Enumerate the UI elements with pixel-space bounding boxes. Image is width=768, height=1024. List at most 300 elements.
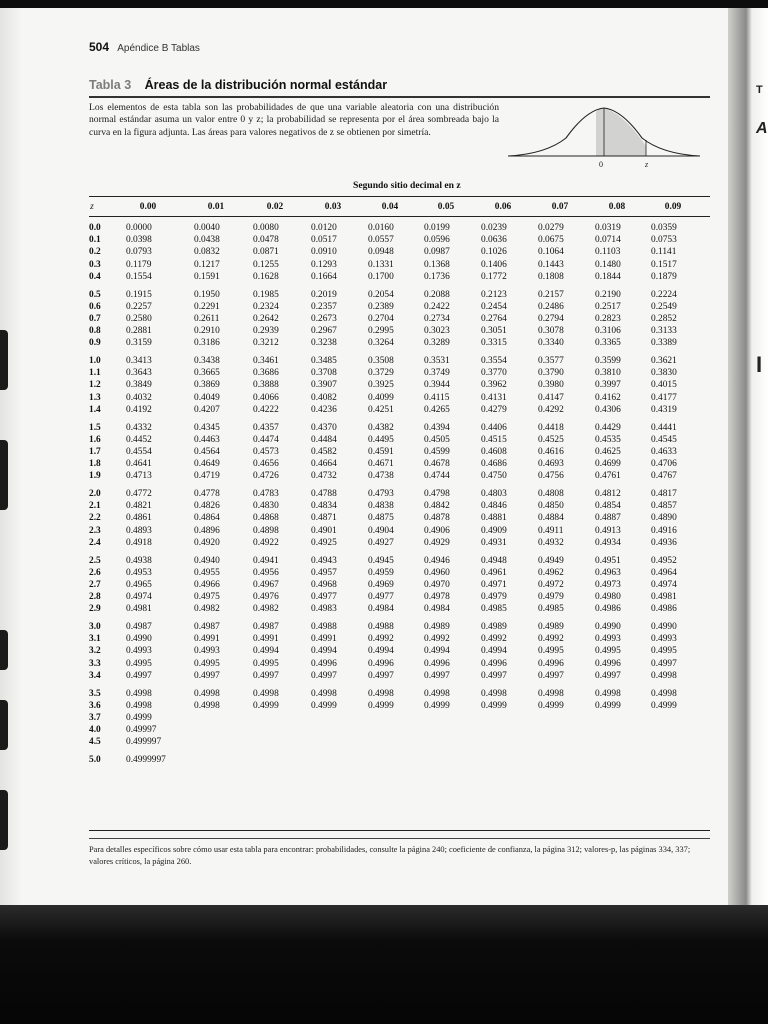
probability-cell: 0.4989 (424, 622, 450, 632)
probability-cell: 0.4955 (194, 567, 220, 578)
probability-cell: 0.1406 (481, 259, 507, 270)
probability-cell: 0.4998 (651, 688, 677, 699)
probability-cell: 0.4978 (424, 592, 450, 603)
probability-cell: 0.3729 (368, 368, 394, 379)
probability-cell: 0.3962 (481, 380, 507, 391)
column-header: 0.06 (494, 202, 512, 212)
probability-cell: 0.4999 (368, 700, 394, 711)
probability-cell: 0.4998 (311, 688, 337, 699)
probability-cell: 0.0910 (311, 247, 337, 258)
probability-cell: 0.4990 (651, 622, 677, 632)
probability-cell: 0.4997 (424, 670, 450, 681)
probability-cell: 0.4505 (424, 434, 450, 445)
z-value: 3.6 (89, 700, 101, 711)
probability-cell: 0.4998 (194, 688, 220, 699)
z-value: 1.8 (89, 459, 101, 470)
probability-cell: 0.3159 (126, 338, 152, 349)
z-value: 0.1 (89, 235, 101, 246)
probability-cell: 0.4984 (424, 604, 450, 615)
probability-cell: 0.4938 (126, 555, 152, 566)
z-value: 1.9 (89, 471, 101, 482)
probability-cell: 0.4515 (481, 434, 507, 445)
title-rule (89, 96, 710, 98)
z-value: 3.1 (89, 634, 101, 645)
probability-cell: 0.4418 (538, 422, 564, 433)
probability-cell: 0.4049 (194, 392, 220, 403)
probability-cell: 0.1879 (651, 271, 677, 282)
probability-cell: 0.3749 (424, 368, 450, 379)
probability-cell: 0.4394 (424, 422, 450, 433)
probability-cell: 0.4934 (595, 537, 621, 548)
probability-cell: 0.4991 (311, 634, 337, 645)
column-header: 0.05 (437, 202, 455, 212)
probability-cell: 0.4861 (126, 513, 152, 524)
probability-cell: 0.4699 (595, 459, 621, 470)
probability-cell: 0.3665 (194, 368, 220, 379)
probability-cell: 0.4966 (194, 579, 220, 590)
table-rule-header (89, 216, 710, 217)
probability-cell: 0.3238 (311, 338, 337, 349)
probability-cell: 0.1628 (253, 271, 279, 282)
probability-cell: 0.4988 (311, 622, 337, 632)
probability-cell: 0.2019 (311, 289, 337, 300)
probability-cell: 0.2852 (651, 313, 677, 324)
probability-cell: 0.0199 (424, 223, 450, 233)
probability-cell: 0.4901 (311, 525, 337, 536)
z-value: 2.1 (89, 501, 101, 512)
probability-cell: 0.4995 (538, 646, 564, 657)
probability-cell: 0.4987 (194, 622, 220, 632)
probability-cell: 0.4986 (651, 604, 677, 615)
probability-cell: 0.4686 (481, 459, 507, 470)
probability-cell: 0.4995 (253, 658, 279, 669)
probability-cell: 0.4738 (368, 471, 394, 482)
probability-cell: 0.1700 (368, 271, 394, 282)
probability-cell: 0.4854 (595, 501, 621, 512)
probability-cell: 0.4993 (126, 646, 152, 657)
probability-cell: 0.4992 (481, 634, 507, 645)
probability-cell: 0.499997 (126, 737, 162, 748)
probability-cell: 0.4147 (538, 392, 564, 403)
probability-cell: 0.3599 (595, 356, 621, 366)
probability-cell: 0.0948 (368, 247, 394, 258)
probability-cell: 0.3531 (424, 356, 450, 366)
probability-cell: 0.4066 (253, 392, 279, 403)
probability-cell: 0.4974 (651, 579, 677, 590)
probability-cell: 0.2517 (595, 301, 621, 312)
probability-cell: 0.4767 (651, 471, 677, 482)
probability-cell: 0.4251 (368, 404, 394, 415)
probability-cell: 0.4906 (424, 525, 450, 536)
probability-cell: 0.0714 (595, 235, 621, 246)
probability-cell: 0.2454 (481, 301, 507, 312)
probability-cell: 0.1255 (253, 259, 279, 270)
probability-cell: 0.3264 (368, 338, 394, 349)
probability-cell: 0.4463 (194, 434, 220, 445)
probability-cell: 0.0596 (424, 235, 450, 246)
probability-cell: 0.4616 (538, 446, 564, 457)
binding-mark (0, 630, 8, 670)
probability-cell: 0.4591 (368, 446, 394, 457)
probability-cell: 0.4999 (126, 712, 152, 723)
z-value: 0.0 (89, 223, 101, 233)
probability-cell: 0.4744 (424, 471, 450, 482)
probability-cell: 0.0120 (311, 223, 337, 233)
probability-cell: 0.4996 (424, 658, 450, 669)
probability-cell: 0.3708 (311, 368, 337, 379)
probability-cell: 0.4920 (194, 537, 220, 548)
probability-cell: 0.3365 (595, 338, 621, 349)
probability-cell: 0.4979 (538, 592, 564, 603)
probability-cell: 0.4998 (595, 688, 621, 699)
probability-cell: 0.4990 (126, 634, 152, 645)
probability-cell: 0.1517 (651, 259, 677, 270)
probability-cell: 0.4936 (651, 537, 677, 548)
probability-cell: 0.4838 (368, 501, 394, 512)
probability-cell: 0.4972 (538, 579, 564, 590)
probability-cell: 0.4965 (126, 579, 152, 590)
probability-cell: 0.4896 (194, 525, 220, 536)
probability-cell: 0.2257 (126, 301, 152, 312)
probability-cell: 0.0438 (194, 235, 220, 246)
table-rule-top (89, 196, 710, 197)
probability-cell: 0.4949 (538, 555, 564, 566)
probability-cell: 0.3389 (651, 338, 677, 349)
probability-cell: 0.3577 (538, 356, 564, 366)
probability-cell: 0.4997 (538, 670, 564, 681)
probability-cell: 0.4998 (253, 688, 279, 699)
probability-cell: 0.3997 (595, 380, 621, 391)
probability-cell: 0.3790 (538, 368, 564, 379)
probability-cell: 0.4664 (311, 459, 337, 470)
probability-cell: 0.1217 (194, 259, 220, 270)
section-title: Apéndice B Tablas (117, 43, 200, 54)
curve-label-zero: 0 (599, 160, 603, 169)
z-value: 2.3 (89, 525, 101, 536)
probability-cell: 0.4918 (126, 537, 152, 548)
probability-cell: 0.4995 (126, 658, 152, 669)
probability-cell: 0.0239 (481, 223, 507, 233)
probability-cell: 0.1331 (368, 259, 394, 270)
z-value: 0.2 (89, 247, 101, 258)
probability-cell: 0.4803 (481, 489, 507, 499)
probability-cell: 0.4821 (126, 501, 152, 512)
probability-cell: 0.4980 (595, 592, 621, 603)
probability-cell: 0.2939 (253, 326, 279, 337)
probability-cell: 0.4989 (481, 622, 507, 632)
probability-cell: 0.0319 (595, 223, 621, 233)
probability-cell: 0.3944 (424, 380, 450, 391)
probability-cell: 0.4927 (368, 537, 394, 548)
probability-cell: 0.2088 (424, 289, 450, 300)
probability-cell: 0.4977 (311, 592, 337, 603)
probability-cell: 0.4922 (253, 537, 279, 548)
probability-cell: 0.0478 (253, 235, 279, 246)
probability-cell: 0.1293 (311, 259, 337, 270)
probability-cell: 0.1772 (481, 271, 507, 282)
scanner-background (0, 905, 768, 1024)
probability-cell: 0.4999 (311, 700, 337, 711)
probability-cell: 0.4909 (481, 525, 507, 536)
probability-cell: 0.2549 (651, 301, 677, 312)
probability-cell: 0.4989 (538, 622, 564, 632)
probability-cell: 0.4982 (194, 604, 220, 615)
probability-cell: 0.4756 (538, 471, 564, 482)
probability-cell: 0.4761 (595, 471, 621, 482)
probability-cell: 0.0557 (368, 235, 394, 246)
probability-cell: 0.4842 (424, 501, 450, 512)
probability-cell: 0.4641 (126, 459, 152, 470)
probability-cell: 0.4963 (595, 567, 621, 578)
probability-cell: 0.4998 (368, 688, 394, 699)
probability-cell: 0.2291 (194, 301, 220, 312)
probability-cell: 0.3106 (595, 326, 621, 337)
binding-mark (0, 440, 8, 510)
probability-cell: 0.3849 (126, 380, 152, 391)
probability-cell: 0.3621 (651, 356, 677, 366)
probability-cell: 0.2224 (651, 289, 677, 300)
z-value: 1.7 (89, 446, 101, 457)
probability-cell: 0.4608 (481, 446, 507, 457)
probability-cell: 0.1736 (424, 271, 450, 282)
probability-cell: 0.3810 (595, 368, 621, 379)
z-value: 0.8 (89, 326, 101, 337)
probability-cell: 0.1808 (538, 271, 564, 282)
normal-curve-figure (506, 100, 702, 176)
probability-cell: 0.4207 (194, 404, 220, 415)
probability-cell: 0.4983 (311, 604, 337, 615)
probability-cell: 0.4967 (253, 579, 279, 590)
z-value: 1.1 (89, 368, 101, 379)
probability-cell: 0.4997 (481, 670, 507, 681)
probability-cell: 0.4441 (651, 422, 677, 433)
probability-cell: 0.4993 (194, 646, 220, 657)
z-value: 4.0 (89, 725, 101, 736)
probability-cell: 0.1026 (481, 247, 507, 258)
probability-cell: 0.4162 (595, 392, 621, 403)
probability-cell: 0.3078 (538, 326, 564, 337)
probability-cell: 0.1844 (595, 271, 621, 282)
probability-cell: 0.4864 (194, 513, 220, 524)
probability-cell: 0.4525 (538, 434, 564, 445)
probability-cell: 0.2324 (253, 301, 279, 312)
probability-cell: 0.3461 (253, 356, 279, 366)
table-title (89, 78, 710, 92)
z-value: 0.3 (89, 259, 101, 270)
probability-cell: 0.2995 (368, 326, 394, 337)
z-value: 2.5 (89, 555, 101, 566)
probability-cell: 0.4279 (481, 404, 507, 415)
probability-cell: 0.3340 (538, 338, 564, 349)
probability-cell: 0.4236 (311, 404, 337, 415)
probability-cell: 0.3925 (368, 380, 394, 391)
probability-cell: 0.4015 (651, 380, 677, 391)
probability-cell: 0.4925 (311, 537, 337, 548)
z-value: 4.5 (89, 737, 101, 748)
probability-cell: 0.2881 (126, 326, 152, 337)
probability-cell: 0.4996 (481, 658, 507, 669)
probability-cell: 0.4222 (253, 404, 279, 415)
probability-cell: 0.0793 (126, 247, 152, 258)
probability-cell: 0.4999 (481, 700, 507, 711)
probability-cell: 0.4265 (424, 404, 450, 415)
probability-cell: 0.4406 (481, 422, 507, 433)
probability-cell: 0.4999 (651, 700, 677, 711)
curve-label-z: z (645, 160, 649, 169)
probability-cell: 0.4940 (194, 555, 220, 566)
probability-cell: 0.1443 (538, 259, 564, 270)
probability-cell: 0.4573 (253, 446, 279, 457)
probability-cell: 0.4633 (651, 446, 677, 457)
probability-cell: 0.4970 (424, 579, 450, 590)
probability-cell: 0.4750 (481, 471, 507, 482)
probability-cell: 0.4370 (311, 422, 337, 433)
probability-cell: 0.4994 (368, 646, 394, 657)
z-value: 3.2 (89, 646, 101, 657)
probability-cell: 0.4998 (126, 688, 152, 699)
probability-cell: 0.4960 (424, 567, 450, 578)
probability-cell: 0.4985 (538, 604, 564, 615)
probability-cell: 0.4953 (126, 567, 152, 578)
probability-cell: 0.2794 (538, 313, 564, 324)
probability-cell: 0.4997 (368, 670, 394, 681)
probability-cell: 0.4974 (126, 592, 152, 603)
probability-cell: 0.3289 (424, 338, 450, 349)
probability-cell: 0.4941 (253, 555, 279, 566)
table-rule-bottom (89, 830, 710, 831)
z-value: 3.7 (89, 712, 101, 723)
probability-cell: 0.4082 (311, 392, 337, 403)
z-value: 2.9 (89, 604, 101, 615)
column-header: 0.07 (551, 202, 569, 212)
probability-cell: 0.4999997 (126, 755, 166, 765)
probability-cell: 0.0753 (651, 235, 677, 246)
probability-cell: 0.4713 (126, 471, 152, 482)
probability-cell: 0.4834 (311, 501, 337, 512)
probability-cell: 0.4115 (424, 392, 450, 403)
probability-cell: 0.4990 (595, 622, 621, 632)
probability-cell: 0.2642 (253, 313, 279, 324)
probability-cell: 0.4998 (194, 700, 220, 711)
probability-cell: 0.4812 (595, 489, 621, 499)
probability-cell: 0.4788 (311, 489, 337, 499)
probability-cell: 0.2389 (368, 301, 394, 312)
probability-cell: 0.4987 (253, 622, 279, 632)
z-value: 2.4 (89, 537, 101, 548)
z-value: 0.7 (89, 313, 101, 324)
probability-cell: 0.4678 (424, 459, 450, 470)
probability-cell: 0.4649 (194, 459, 220, 470)
probability-cell: 0.3212 (253, 338, 279, 349)
probability-cell: 0.4830 (253, 501, 279, 512)
probability-cell: 0.3888 (253, 380, 279, 391)
probability-cell: 0.4177 (651, 392, 677, 403)
probability-cell: 0.4726 (253, 471, 279, 482)
probability-cell: 0.4846 (481, 501, 507, 512)
probability-cell: 0.4999 (595, 700, 621, 711)
probability-cell: 0.4996 (368, 658, 394, 669)
probability-cell: 0.1664 (311, 271, 337, 282)
probability-cell: 0.4535 (595, 434, 621, 445)
probability-cell: 0.4981 (651, 592, 677, 603)
footnote-rule (89, 838, 710, 839)
probability-cell: 0.4997 (126, 670, 152, 681)
z-value: 2.0 (89, 489, 101, 499)
probability-cell: 0.4671 (368, 459, 394, 470)
probability-cell: 0.4382 (368, 422, 394, 433)
probability-cell: 0.1480 (595, 259, 621, 270)
probability-cell: 0.0987 (424, 247, 450, 258)
probability-cell: 0.3051 (481, 326, 507, 337)
probability-cell: 0.4881 (481, 513, 507, 524)
column-header: 0.01 (207, 202, 225, 212)
probability-cell: 0.4961 (481, 567, 507, 578)
probability-cell: 0.4582 (311, 446, 337, 457)
probability-cell: 0.3770 (481, 368, 507, 379)
probability-cell: 0.2910 (194, 326, 220, 337)
probability-cell: 0.4783 (253, 489, 279, 499)
probability-cell: 0.4973 (595, 579, 621, 590)
probability-cell: 0.4979 (481, 592, 507, 603)
probability-cell: 0.4988 (368, 622, 394, 632)
intro-paragraph: Los elementos de esta tabla son las probabilidades de que una variable aleatoria con una distribución normal estándar asuma un valor entre 0 y z; la probabilidad se representa por el área sombreada bajo la curva en la figura adjunta. Las áreas para valores negativos de z se obtienen por simetría. (89, 102, 499, 138)
probability-cell: 0.4968 (311, 579, 337, 590)
probability-cell: 0.3023 (424, 326, 450, 337)
column-header: 0.03 (324, 202, 342, 212)
probability-cell: 0.3830 (651, 368, 677, 379)
probability-cell: 0.4884 (538, 513, 564, 524)
probability-cell: 0.1368 (424, 259, 450, 270)
probability-cell: 0.4131 (481, 392, 507, 403)
probability-cell: 0.4996 (595, 658, 621, 669)
probability-cell: 0.3686 (253, 368, 279, 379)
probability-cell: 0.0000 (126, 223, 152, 233)
probability-cell: 0.4911 (538, 525, 564, 536)
probability-cell: 0.4929 (424, 537, 450, 548)
probability-cell: 0.4545 (651, 434, 677, 445)
probability-cell: 0.4964 (651, 567, 677, 578)
probability-cell: 0.4798 (424, 489, 450, 499)
column-header: 0.08 (608, 202, 626, 212)
z-value: 1.5 (89, 422, 101, 433)
probability-cell: 0.4992 (538, 634, 564, 645)
probability-cell: 0.4985 (481, 604, 507, 615)
probability-cell: 0.3186 (194, 338, 220, 349)
probability-cell: 0.4857 (651, 501, 677, 512)
z-value: 0.6 (89, 301, 101, 312)
probability-cell: 0.2054 (368, 289, 394, 300)
column-header: 0.02 (266, 202, 284, 212)
probability-cell: 0.2190 (595, 289, 621, 300)
probability-cell: 0.4319 (651, 404, 677, 415)
probability-cell: 0.4871 (311, 513, 337, 524)
probability-cell: 0.2157 (538, 289, 564, 300)
probability-cell: 0.4452 (126, 434, 152, 445)
probability-cell: 0.1591 (194, 271, 220, 282)
z-value: 0.5 (89, 289, 101, 300)
next-page-letter: I (756, 352, 763, 377)
probability-cell: 0.3508 (368, 356, 394, 366)
probability-cell: 0.4693 (538, 459, 564, 470)
probability-cell: 0.4993 (651, 634, 677, 645)
probability-cell: 0.4998 (424, 688, 450, 699)
probability-cell: 0.4931 (481, 537, 507, 548)
probability-cell: 0.4916 (651, 525, 677, 536)
z-value: 3.5 (89, 688, 101, 699)
probability-cell: 0.3315 (481, 338, 507, 349)
probability-cell: 0.3485 (311, 356, 337, 366)
probability-cell: 0.4996 (538, 658, 564, 669)
